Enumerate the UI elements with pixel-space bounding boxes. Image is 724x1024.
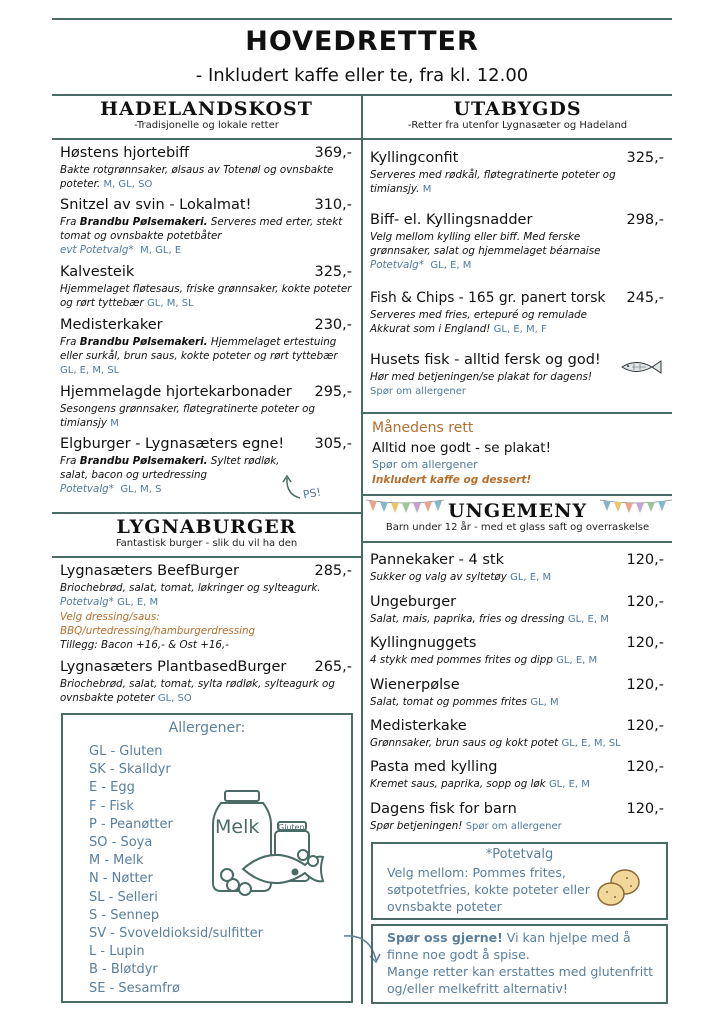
ungemeny-title: UNGEMENY bbox=[447, 500, 588, 522]
utabygds-rule bbox=[363, 138, 672, 140]
item-name: Medisterkake bbox=[370, 718, 467, 734]
item-price: 120,- bbox=[626, 677, 664, 693]
item-desc: Spør betjeningen! bbox=[370, 820, 463, 832]
menu-item bbox=[60, 317, 352, 378]
item-price: 120,- bbox=[626, 635, 664, 651]
item-price: 369,- bbox=[314, 145, 352, 161]
section-utabygds bbox=[363, 98, 672, 131]
allergen-tags: M bbox=[422, 184, 432, 195]
page-title: HOVEDRETTER bbox=[245, 26, 479, 57]
utabygds-title: UTABYGDS bbox=[453, 98, 582, 120]
allergen-item: GL - Gluten bbox=[89, 744, 163, 759]
item-name: Elgburger - Lygnasæters egne! bbox=[60, 436, 285, 452]
menu-item bbox=[370, 801, 664, 834]
allergen-item: F - Fisk bbox=[89, 798, 134, 814]
item-desc: Salat, mais, paprika, fries og dressing bbox=[370, 613, 565, 625]
item-price: 305,- bbox=[314, 436, 352, 452]
item-name: Pannekaker - 4 stk bbox=[370, 552, 504, 568]
maanedens-included: Inkludert kaffe og dessert! bbox=[372, 474, 532, 486]
allergen-tags: GL, M bbox=[530, 697, 559, 708]
allergen-title: Allergener: bbox=[168, 720, 246, 736]
item-price: 310,- bbox=[314, 197, 352, 213]
item-name: Lygnasæters PlantbasedBurger bbox=[60, 659, 287, 675]
top-rule bbox=[52, 18, 672, 20]
lygnaburger-title: LYGNABURGER bbox=[116, 516, 297, 538]
hadelandskost-rule bbox=[52, 138, 361, 140]
item-price: 120,- bbox=[626, 759, 664, 775]
maanedens-allergens: Spør om allergener bbox=[372, 458, 478, 471]
item-price: 120,- bbox=[626, 552, 664, 568]
item-name: Medisterkaker bbox=[60, 317, 163, 333]
menu-item bbox=[370, 635, 664, 668]
menu-item bbox=[370, 594, 664, 627]
allergen-tags: M, GL, SO bbox=[103, 179, 153, 190]
maanedens-top-rule bbox=[363, 412, 672, 414]
item-desc: Kremet saus, paprika, sopp og løk bbox=[370, 778, 546, 790]
info-text-2: Mange retter kan erstattes med glutenfritt og/eller melkefritt alternativ! bbox=[387, 964, 654, 996]
item-desc: Syltet rødløk, salat, bacon og urtedressing bbox=[60, 455, 280, 481]
section-ungemeny bbox=[363, 500, 672, 533]
item-desc: 4 stykk med pommes frites og dipp bbox=[370, 654, 553, 666]
allergen-item: L - Lupin bbox=[89, 944, 145, 960]
potatoes-icon bbox=[595, 864, 647, 910]
allergen-tags: GL, E, M, F bbox=[493, 324, 547, 335]
item-name: Kyllingnuggets bbox=[370, 635, 477, 651]
item-price: 245,- bbox=[626, 290, 664, 306]
section-hadelandskost bbox=[52, 98, 361, 131]
allergen-tags: GL, E, M, SL bbox=[561, 738, 621, 749]
item-price: 325,- bbox=[314, 264, 352, 280]
milk-label: Melk bbox=[215, 816, 260, 838]
menu-item bbox=[60, 384, 352, 431]
potetvalg-title: *Potetvalg bbox=[485, 847, 554, 862]
item-price: 265,- bbox=[314, 659, 352, 675]
menu-item bbox=[60, 145, 352, 192]
allergen-tags: Spør om allergener bbox=[465, 821, 562, 832]
allergen-item: SO - Soya bbox=[89, 835, 153, 851]
menu-item bbox=[370, 290, 664, 337]
item-desc: Velg mellom kylling eller biff. Med ferske grønnsaker, salat og hjemmelaget béarnaise bbox=[370, 231, 601, 257]
menu-item bbox=[60, 563, 352, 652]
item-desc: Bakte rotgrønnsaker, ølsaus av Totenøl og ovnsbakte poteter. bbox=[60, 164, 334, 190]
fish-icon bbox=[620, 358, 664, 376]
item-desc-bold: Brandbu Pølsemakeri. bbox=[79, 336, 208, 348]
potetvalg-text: Velg mellom: Pommes frites, søtpotetfries, kokte poteter eller ovnsbakte poteter bbox=[387, 865, 590, 914]
ungemeny-top-rule bbox=[363, 494, 672, 496]
hadelandskost-title: HADELANDSKOST bbox=[100, 98, 313, 120]
allergen-tags: GL, M, S bbox=[120, 484, 162, 495]
item-name: Snitzel av svin - Lokalmat! bbox=[60, 197, 252, 213]
item-price: 120,- bbox=[626, 718, 664, 734]
item-extra: evt Potetvalg* bbox=[60, 244, 134, 256]
allergen-item: SL - Selleri bbox=[89, 889, 158, 905]
allergen-tags: GL, SO bbox=[157, 693, 192, 704]
ps-note: PS! bbox=[302, 485, 323, 502]
item-desc-pre: Fra bbox=[60, 455, 80, 467]
menu-item bbox=[60, 659, 352, 706]
item-extra: Potetvalg* bbox=[60, 483, 114, 495]
menu-item bbox=[370, 212, 664, 273]
ungemeny-rule bbox=[363, 541, 672, 543]
item-name: Fish & Chips - 165 gr. panert torsk bbox=[370, 290, 606, 306]
item-desc: Hør med betjeningen/se plakat for dagens! bbox=[370, 371, 593, 383]
item-desc-bold: Brandbu Pølsemakeri. bbox=[79, 455, 208, 467]
section-lygnaburger bbox=[52, 516, 361, 549]
allergen-box bbox=[61, 713, 353, 1003]
item-price: 285,- bbox=[314, 563, 352, 579]
item-desc: Briochebrød, salat, tomat, sylta rødløk, sylteagurk og ovnsbakte poteter bbox=[60, 678, 335, 704]
column-divider bbox=[361, 94, 363, 1004]
menu-item bbox=[370, 759, 664, 792]
ungemeny-subtitle: Barn under 12 år - med et glass saft og overraskelse bbox=[385, 522, 650, 533]
item-name: Husets fisk - alltid fersk og god! bbox=[370, 352, 601, 368]
item-price: 298,- bbox=[626, 212, 664, 228]
allergen-item: P - Peanøtter bbox=[89, 816, 173, 832]
lygnaburger-rule bbox=[52, 556, 361, 558]
allergen-tags: GL, E, M bbox=[567, 614, 609, 625]
item-name: Lygnasæters BeefBurger bbox=[60, 563, 239, 579]
menu-item bbox=[370, 718, 664, 751]
item-name: Dagens fisk for barn bbox=[370, 801, 517, 817]
item-desc: Serveres med fries, ertepuré og remulade Akkurat som i England! bbox=[370, 309, 587, 335]
dressing-options: BBQ/urtedressing/hamburgerdressing bbox=[60, 625, 256, 637]
item-price: 120,- bbox=[626, 801, 664, 817]
maanedens-line1: Alltid noe godt - se plakat! bbox=[372, 440, 551, 456]
allergen-tags: M bbox=[110, 418, 119, 429]
item-price: 230,- bbox=[314, 317, 352, 333]
gluten-label: Gluten bbox=[278, 823, 305, 832]
item-desc: Grønnsaker, brun saus og kokt potet bbox=[370, 737, 559, 749]
item-extra: Spør om allergener bbox=[370, 386, 467, 397]
item-desc: Sukker og valg av syltetøy bbox=[370, 571, 507, 583]
info-text: Vi kan hjelpe med å finne noe godt å spise. bbox=[387, 930, 631, 962]
menu-item bbox=[370, 677, 664, 710]
info-bold: Spør oss gjerne! bbox=[387, 930, 503, 945]
item-name: Ungeburger bbox=[370, 594, 457, 610]
item-desc: Briochebrød, salat, tomat, løkringer og sylteagurk. bbox=[60, 582, 321, 594]
item-name: Kyllingconfit bbox=[370, 150, 459, 166]
addon-text: Tillegg: Bacon +16,- & Ost +16,- bbox=[60, 639, 229, 651]
menu-item bbox=[60, 264, 352, 311]
menu-item bbox=[370, 150, 664, 197]
allergen-item: SV - Svoveldioksid/sulfitter bbox=[89, 926, 264, 942]
menu-item bbox=[370, 552, 664, 585]
item-desc: Serveres med erter, stekt tomat og ovnsbakte potetbåter bbox=[60, 216, 343, 242]
item-name: Biff- el. Kyllingsnadder bbox=[370, 212, 533, 228]
allergen-illustration-icon bbox=[203, 777, 335, 907]
allergen-item: B - Bløtdyr bbox=[89, 962, 158, 978]
info-box bbox=[371, 924, 668, 1004]
item-desc: Serveres med rødkål, fløtegratinerte poteter og timiansjy. bbox=[370, 169, 616, 195]
item-extra: Potetvalg* bbox=[370, 259, 424, 271]
allergen-item: M - Melk bbox=[89, 853, 144, 869]
item-extra: Potetvalg* bbox=[60, 596, 114, 608]
dressing-label: Velg dressing/saus: bbox=[60, 611, 160, 623]
item-name: Høstens hjortebiff bbox=[60, 145, 190, 161]
item-price: 120,- bbox=[626, 594, 664, 610]
allergen-item: SE - Sesamfrø bbox=[89, 980, 180, 996]
maanedens-title: Månedens rett bbox=[372, 420, 474, 436]
item-name: Wienerpølse bbox=[370, 677, 460, 693]
allergen-tags: GL, E, M bbox=[556, 655, 598, 666]
allergen-tags: GL, E, M, SL bbox=[60, 365, 120, 376]
allergen-tags: GL, M, SL bbox=[147, 298, 194, 309]
item-desc: Sesongens grønnsaker, fløtegratinerte poteter og timiansjy bbox=[60, 403, 315, 429]
allergen-item: N - Nøtter bbox=[89, 871, 153, 887]
menu-item bbox=[60, 197, 352, 258]
allergen-tags: GL, E, M bbox=[430, 260, 472, 271]
lygnaburger-top-rule bbox=[52, 512, 361, 514]
page-subtitle: - Inkludert kaffe eller te, fra kl. 12.00 bbox=[195, 65, 529, 86]
allergen-item: E - Egg bbox=[89, 780, 135, 796]
potetvalg-box bbox=[371, 842, 668, 920]
item-desc-bold: Brandbu Pølsemakeri. bbox=[79, 216, 208, 228]
allergen-tags: M, GL, E bbox=[140, 245, 182, 256]
item-name: Pasta med kylling bbox=[370, 759, 498, 775]
item-name: Hjemmelagde hjortekarbonader bbox=[60, 384, 292, 400]
allergen-tags: GL, E, M bbox=[548, 779, 590, 790]
item-desc: Hjemmelaget fløtesaus, friske grønnsaker, kokte poteter og rørt tyttebær bbox=[60, 283, 352, 309]
item-desc: Salat, tomat og pommes frites bbox=[370, 696, 528, 708]
allergen-tags: GL, E, M bbox=[510, 572, 552, 583]
item-name: Kalvesteik bbox=[60, 264, 135, 280]
item-desc-pre: Fra bbox=[60, 216, 80, 228]
lygnaburger-subtitle: Fantastisk burger - slik du vil ha den bbox=[115, 538, 298, 549]
item-price: 295,- bbox=[314, 384, 352, 400]
item-desc-pre: Fra bbox=[60, 336, 80, 348]
allergen-tags: GL, E, M bbox=[117, 597, 159, 608]
item-desc: Hjemmelaget ertestuing eller surkål, brun saus, kokte poteter og rørt tyttebær bbox=[60, 336, 338, 362]
utabygds-subtitle: -Retter fra utenfor Lygnasæter og Hadeland bbox=[407, 120, 628, 131]
allergen-item: S - Sennep bbox=[89, 907, 160, 923]
item-price: 325,- bbox=[626, 150, 664, 166]
allergen-item: SK - Skalldyr bbox=[89, 762, 171, 778]
hadelandskost-subtitle: -Tradisjonelle og lokale retter bbox=[134, 120, 279, 131]
